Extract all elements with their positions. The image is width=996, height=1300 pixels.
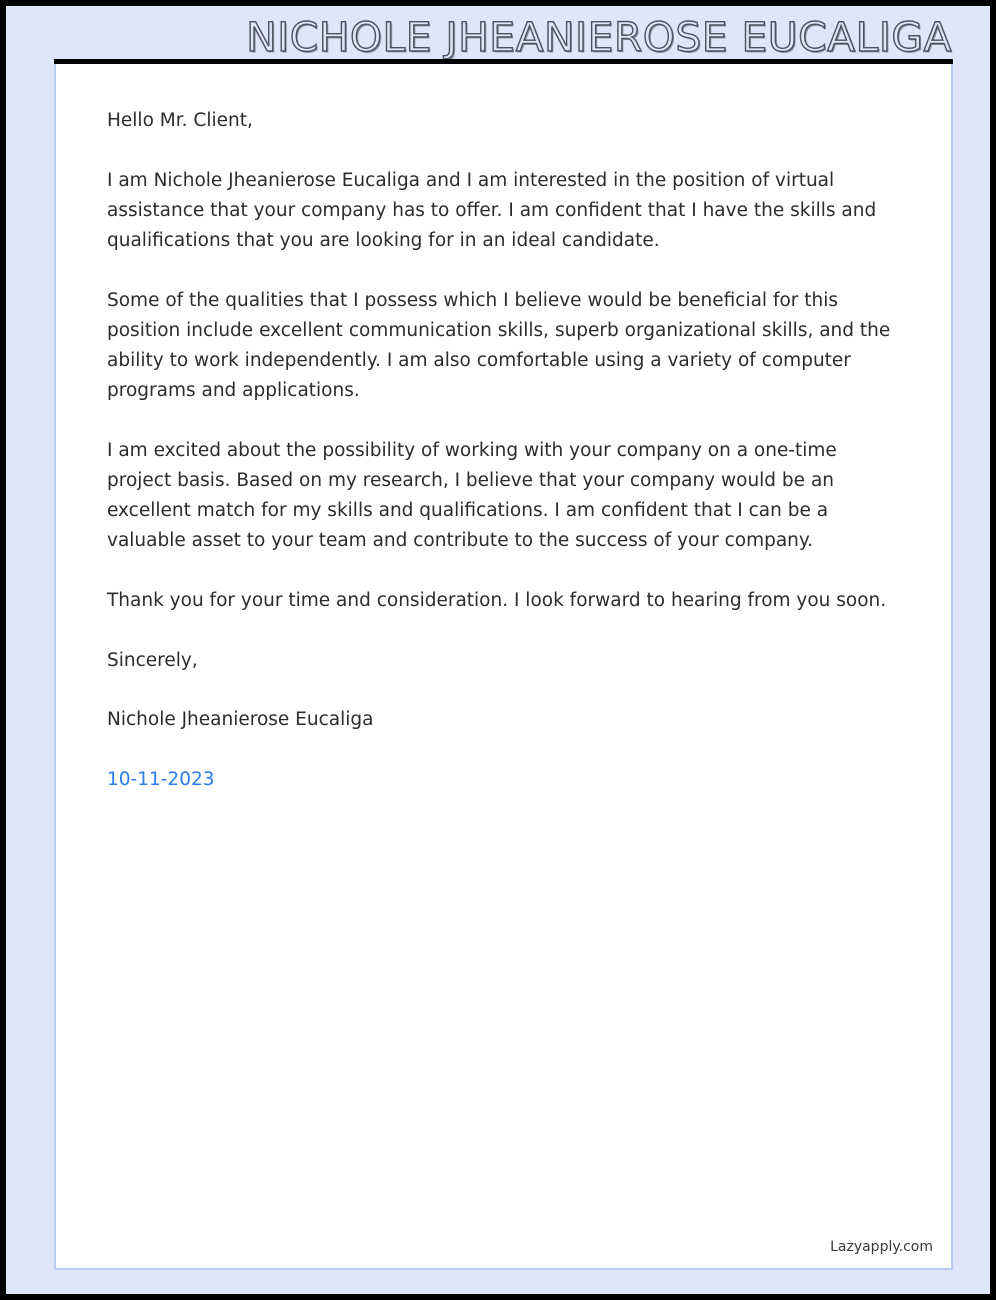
body-paragraph-1: I am Nichole Jheanierose Eucaliga and I am interested in the position of virtual assistance that your company has to offer. I am confident that I have the skills and qualifications that you are looking for in an ideal candidate. [107, 170, 877, 251]
letter-content [107, 106, 903, 825]
letter-sheet [54, 64, 953, 1270]
page-title: NICHOLE JHEANIEROSE EUCALIGA [246, 15, 952, 59]
signature-name: Nichole Jheanierose Eucaliga [107, 709, 374, 730]
salutation: Hello Mr. Client, [107, 110, 253, 131]
footer-watermark: Lazyapply.com [830, 1239, 933, 1255]
closing-line: Sincerely, [107, 650, 198, 671]
body-paragraph-4: Thank you for your time and consideration. I look forward to hearing from you soon. [107, 590, 887, 611]
document-header [12, 12, 996, 59]
body-paragraph-3: I am excited about the possibility of working with your company on a one-time project basis. Based on my research, I believe that your company would be an excellent match for my skills and qualifications. I am confident that I can be a valuable asset to your team and contribute to the success of your company. [107, 440, 837, 551]
signature-date: 10-11-2023 [107, 769, 215, 790]
body-paragraph-2: Some of the qualities that I possess which I believe would be beneficial for this position include excellent communication skills, superb organizational skills, and the ability to work independently. I am also comfortable using a variety of computer programs and applications. [107, 290, 891, 401]
